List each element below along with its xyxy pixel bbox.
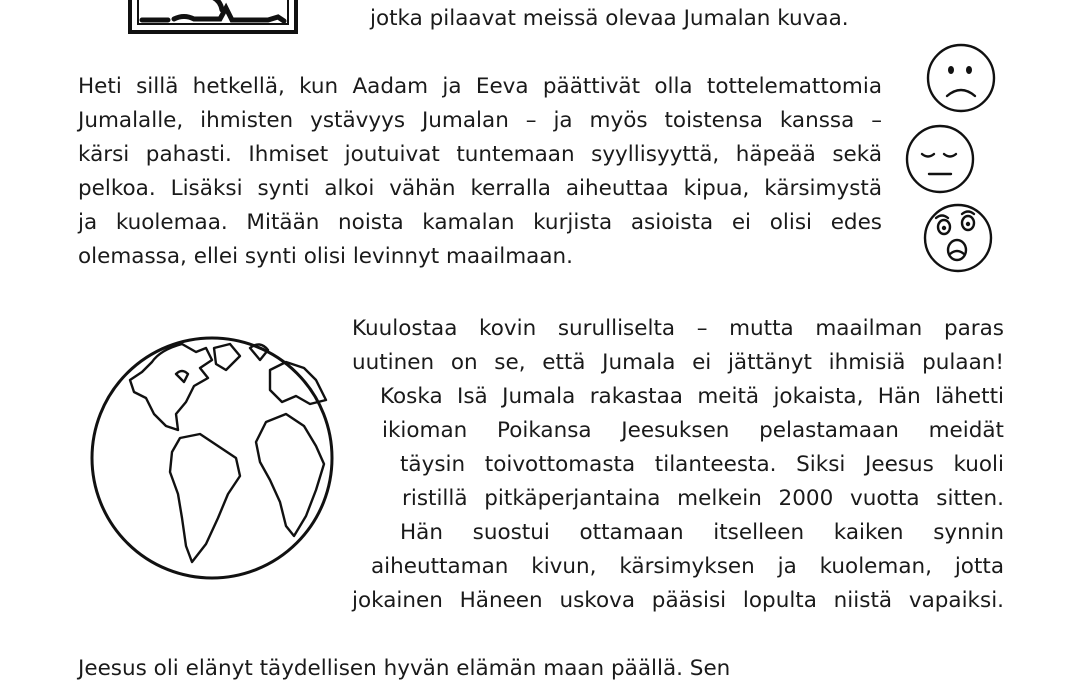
paragraph-2-line: uutinen on se, että Jumala ei jättänyt ihmisiä pulaan! [352,350,1004,375]
paragraph-2-line: ristillä pitkäperjantaina melkein 2000 vuotta sitten. [402,486,1004,511]
paragraph-2-line: ikioman Poikansa Jeesuksen pelastamaan meidät [382,418,1004,443]
top-line: jotka pilaavat meissä olevaa Jumalan kuvaa. [370,6,849,31]
scared-face-icon [920,200,1000,280]
paragraph-2-line: aiheuttaman kivun, kärsimyksen ja kuoleman, jotta [371,554,1004,579]
paragraph-1-line: olemassa, ellei synti olisi levinnyt maailmaan. [78,244,573,269]
paragraph-1-line: ja kuolemaa. Mitään noista kamalan kurjista asioista ei olisi edes [78,210,882,235]
globe-icon [90,330,340,590]
paragraph-2-line: jokainen Häneen uskova pääsisi lopulta niistä vapaiksi. [352,588,1004,613]
bottom-line: Jeesus oli elänyt täydellisen hyvän elämän maan päällä. Sen [78,656,731,681]
paragraph-1-line: Jumalalle, ihmisten ystävyys Jumalan – ja myös toistensa kanssa – [78,108,882,133]
paragraph-1-line: pelkoa. Lisäksi synti alkoi vähän kerralla aiheuttaa kipua, kärsimystä [78,176,882,201]
paragraph-2-line: Koska Isä Jumala rakastaa meitä jokaista, Hän lähetti [380,384,1004,409]
ashamed-face-icon [902,122,978,198]
picture-frame-icon [128,0,298,34]
paragraph-1-line: kärsi pahasti. Ihmiset joutuivat tuntemaan syyllisyyttä, häpeää sekä [78,142,882,167]
paragraph-1-line: Heti sillä hetkellä, kun Aadam ja Eeva päättivät olla tottelemattomia [78,74,882,99]
sad-face-icon [925,42,1001,118]
paragraph-2-line: täysin toivottomasta tilanteesta. Siksi Jeesus kuoli [400,452,1004,477]
paragraph-2-line: Hän suostui ottamaan itselleen kaiken synnin [400,520,1004,545]
paragraph-2-line: Kuulostaa kovin surulliselta – mutta maailman paras [352,316,1004,341]
